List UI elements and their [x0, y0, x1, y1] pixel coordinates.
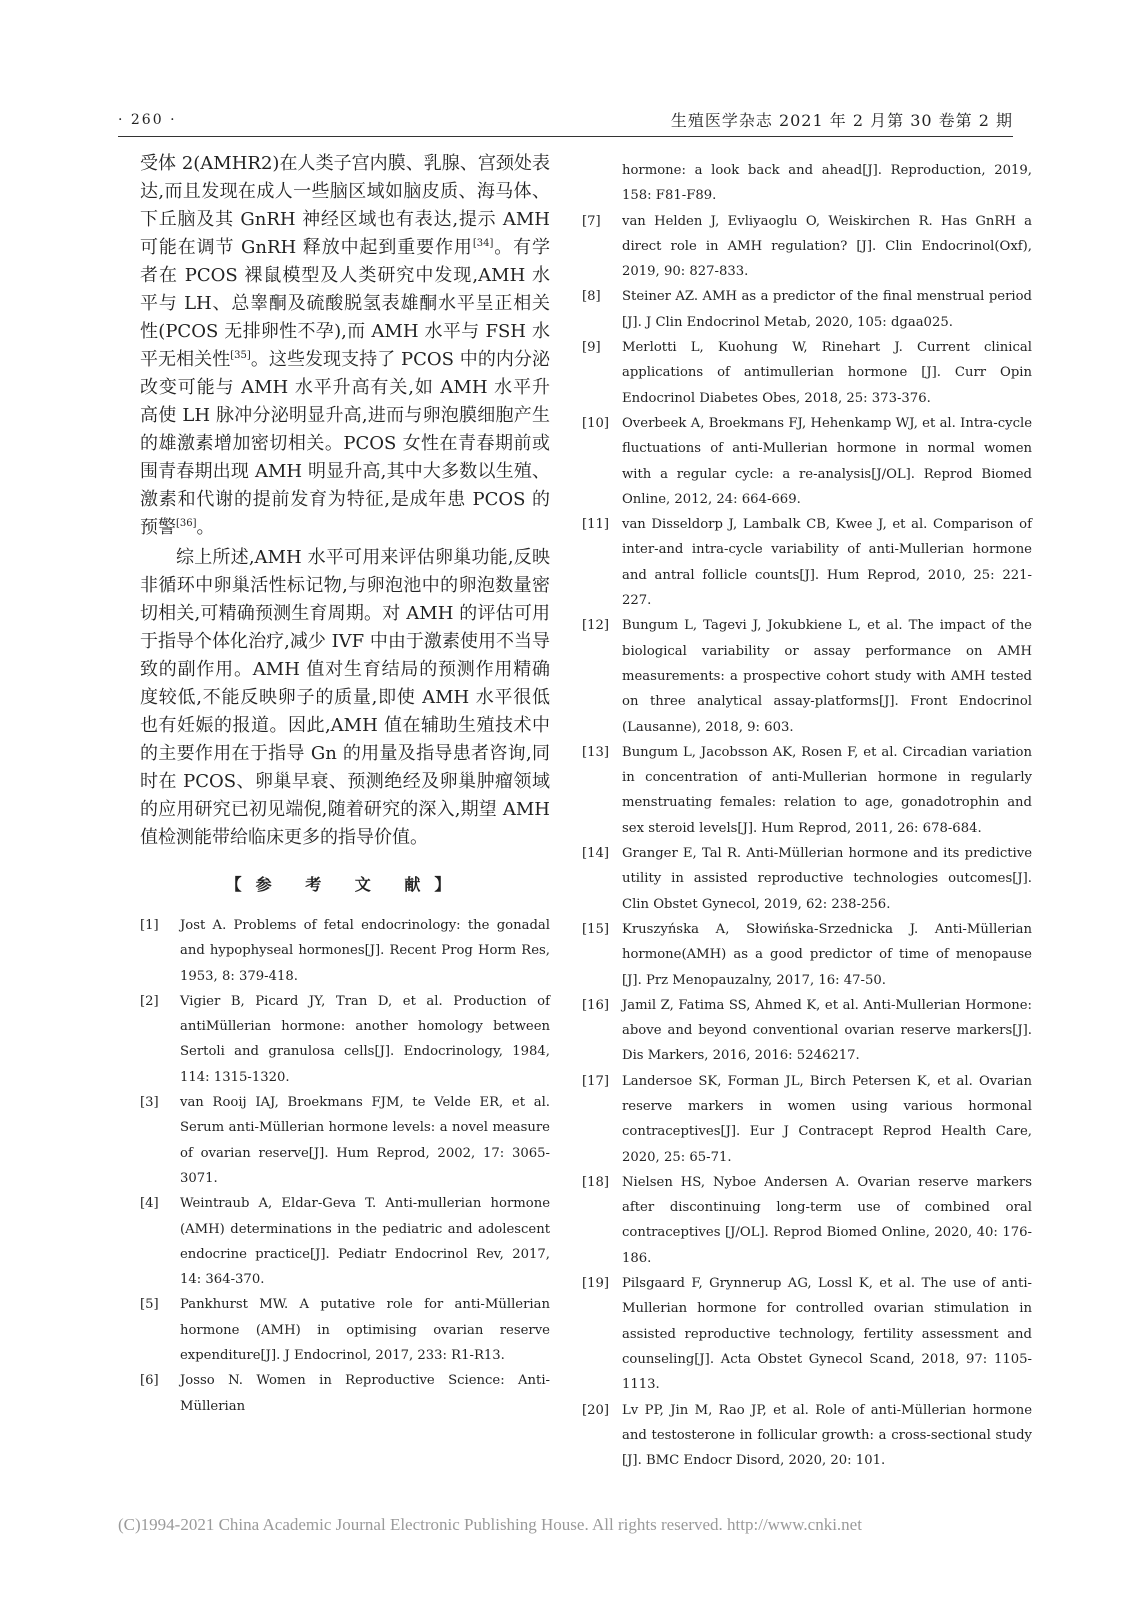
reference-number: [14]: [582, 846, 610, 862]
reference-number: [15]: [582, 921, 610, 937]
reference-item: [582, 335, 1032, 411]
reference-text: Lv PP, Jin M, Rao JP, et al. Role of anti-Müllerian hormone and testosterone in follicular growth: a cross-sectional study [J]. BMC Endocr Disord, 2020, 20: 101.: [622, 1402, 1032, 1469]
reference-text: Jamil Z, Fatima SS, Ahmed K, et al. Anti-Mullerian Hormone: above and beyond conventional ovarian reserve markers[J]. Dis Markers, 2016, 2016: 5246217.: [622, 997, 1032, 1064]
reference-number: [13]: [582, 744, 610, 760]
citation-36[interactable]: [36]: [176, 518, 197, 529]
reference-item: [582, 1069, 1032, 1170]
reference-text: Josso N. Women in Reproductive Science: Anti-Müllerian: [180, 1373, 550, 1414]
reference-number: [16]: [582, 997, 610, 1013]
reference-item: [582, 613, 1032, 739]
reference-text: Merlotti L, Kuohung W, Rinehart J. Current clinical applications of antimullerian hormone [J]. Curr Opin Endocrinol Diabetes Obes, 2018, 25: 373-376.: [622, 340, 1032, 406]
copyright-footer: (C)1994-2021 China Academic Journal Electronic Publishing House. All rights reserved. http://www.cnki.net: [118, 1515, 862, 1534]
reference-number: [18]: [582, 1174, 610, 1190]
reference-text: Bungum L, Tagevi J, Jokubkiene L, et al. The impact of the biological variability or assay performance on AMH measurements: a prospective cohort study with AMH tested on three analytical assay-platforms[J]. Front Endocrinol (Lausanne), 2018, 9: 603.: [622, 618, 1032, 735]
reference-text: van Disseldorp J, Lambalk CB, Kwee J, et al. Comparison of inter-and intra-cycle variability of anti-Mullerian hormone and antral follicle counts[J]. Hum Reprod, 2010, 25: 221-227.: [622, 517, 1032, 609]
reference-text: Jost A. Problems of fetal endocrinology: the gonadal and hypophyseal hormones[J]. Recent Prog Horm Res, 1953, 8: 379-418.: [180, 918, 550, 984]
reference-item: [140, 1191, 550, 1292]
reference-number: [7]: [582, 213, 601, 229]
reference-item: [582, 1271, 1032, 1397]
citation-35[interactable]: [35]: [230, 350, 251, 361]
reference-text: Granger E, Tal R. Anti-Müllerian hormone and its predictive utility in assisted reproductive technologies outcomes[J]. Clin Obstet Gynecol, 2019, 62: 238-256.: [622, 846, 1032, 912]
running-head: 生殖医学杂志 2021 年 2 月第 30 卷第 2 期: [670, 111, 1013, 130]
left-column: [140, 150, 550, 1419]
reference-number: [2]: [140, 993, 159, 1009]
reference-item: [140, 989, 550, 1090]
reference-number: [19]: [582, 1276, 610, 1292]
reference-text: Pankhurst MW. A putative role for anti-Müllerian hormone (AMH) in optimising ovarian reserve expenditure[J]. J Endocrinol, 2017, 233: R1-R13.: [180, 1297, 550, 1364]
reference-item: [582, 917, 1032, 993]
reference-number: [20]: [582, 1402, 610, 1418]
para1-text-d: 。: [196, 517, 215, 538]
reference-item: [582, 1398, 1032, 1474]
reference-6-continuation: hormone: a look back and ahead[J]. Reproduction, 2019, 158: F81-F89.: [622, 163, 1032, 204]
citation-34[interactable]: [34]: [472, 238, 494, 249]
reference-number: [17]: [582, 1073, 610, 1089]
reference-number: [11]: [582, 517, 610, 533]
header-rule: [118, 136, 1013, 137]
right-column: [582, 158, 1032, 1473]
reference-text: Landersoe SK, Forman JL, Birch Petersen K, et al. Ovarian reserve markers in women using various hormonal contraceptives[J]. Eur J Contracept Reprod Health Care, 2020, 25: 65-71.: [622, 1073, 1032, 1165]
reference-list-left: [140, 913, 550, 1419]
reference-list-right: [582, 209, 1032, 1474]
para1-text-c: 。这些发现支持了 PCOS 中的内分泌改变可能与 AMH 水平升高有关,如 AMH 水平升高使 LH 脉冲分泌明显升高,进而与卵泡膜细胞产生的雄激素增加密切相关。PCOS 女性在青春期前或围青春期出现 AMH 明显升高,其中大多数以生殖、激素和代谢的提前发育为特征,是成年患 PCOS 的预警: [140, 349, 550, 538]
reference-text: Bungum L, Jacobsson AK, Rosen F, et al. Circadian variation in concentration of anti-Mullerian hormone in regularly menstruating females: relation to age, gonadotrophin and sex steroid levels[J]. Hum Reprod, 2011, 26: 678-684.: [622, 744, 1032, 836]
reference-text: van Rooij IAJ, Broekmans FJM, te Velde ER, et al. Serum anti-Müllerian hormone levels: a novel measure of ovarian reserve[J]. Hum Reprod, 2002, 17: 3065-3071.: [180, 1095, 550, 1186]
reference-item: [582, 1170, 1032, 1271]
reference-item: [582, 284, 1032, 335]
reference-text: Pilsgaard F, Grynnerup AG, Lossl K, et al. The use of anti-Mullerian hormone for controlled ovarian stimulation in assisted reproductive technology, fertility assessment and counseling[J]. Acta Obstet Gynecol Scand, 2018, 97: 1105-1113.: [622, 1276, 1032, 1393]
reference-item: [140, 1368, 550, 1419]
reference-item: [140, 913, 550, 989]
reference-number: [6]: [140, 1373, 159, 1389]
reference-item: [582, 411, 1032, 512]
reference-text: Nielsen HS, Nyboe Andersen A. Ovarian reserve markers after discontinuing long-term use of combined oral contraceptives [J/OL]. Reprod Biomed Online, 2020, 40: 176-186.: [622, 1174, 1032, 1266]
page-number: · 260 ·: [118, 112, 177, 128]
reference-number: [8]: [582, 289, 601, 305]
reference-item: [582, 740, 1032, 841]
reference-text: Kruszyńska A, Słowińska-Srzednicka J. Anti-Müllerian hormone(AMH) as a good predictor of time of menopause [J]. Prz Menopauzalny, 2017, 16: 47-50.: [622, 921, 1032, 988]
reference-text: Vigier B, Picard JY, Tran D, et al. Production of antiMüllerian hormone: another homology between Sertoli and granulosa cells[J]. Endocrinology, 1984, 114: 1315-1320.: [180, 993, 550, 1085]
reference-text: Steiner AZ. AMH as a predictor of the final menstrual period [J]. J Clin Endocrinol Metab, 2020, 105: dgaa025.: [622, 289, 1032, 330]
reference-item: [140, 1292, 550, 1368]
reference-text: Overbeek A, Broekmans FJ, Hehenkamp WJ, et al. Intra-cycle fluctuations of anti-Mullerian hormone in normal women with a regular cycle: a re-analysis[J/OL]. Reprod Biomed Online, 2012, 24: 664-669.: [622, 415, 1032, 507]
reference-number: [9]: [582, 340, 601, 356]
reference-item: [582, 209, 1032, 285]
reference-item: [582, 512, 1032, 613]
para1-text-a: 受体 2(AMHR2)在人类子宫内膜、乳腺、宫颈处表达,而且发现在成人一些脑区域如脑皮质、海马体、下丘脑及其 GnRH 神经区域也有表达,提示 AMH 可能在调节 GnRH 释放中起到重要作用: [140, 153, 550, 258]
reference-number: [1]: [140, 918, 159, 933]
body-paragraph-1: [140, 150, 550, 542]
body-paragraph-2: 综上所述,AMH 水平可用来评估卵巢功能,反映非循环中卵巢活性标记物,与卵泡池中的卵泡数量密切相关,可精确预测生育周期。对 AMH 的评估可用于指导个体化治疗,减少 IVF 中由于激素使用不当导致的副作用。AMH 值对生育结局的预测作用精确度较低,不能反映卵子的质量,即使 AMH 水平很低也有妊娠的报道。因此,AMH 值在辅助生殖技术中的主要作用在于指导 Gn 的用量及指导患者咨询,同时在 PCOS、卵巢早衰、预测绝经及卵巢肿瘤领域的应用研究已初见端倪,随着研究的深入,期望 AMH 值检测能带给临床更多的指导价值。: [140, 547, 550, 848]
references-heading: 【参 考 文 献】: [225, 875, 465, 894]
reference-item: [140, 1090, 550, 1191]
reference-number: [12]: [582, 618, 610, 634]
reference-text: van Helden J, Evliyaoglu O, Weiskirchen R. Has GnRH a direct role in AMH regulation? [J]. Clin Endocrinol(Oxf), 2019, 90: 827-833.: [622, 213, 1032, 280]
reference-number: [5]: [140, 1297, 159, 1313]
para1-text-b: 。有学者在 PCOS 裸鼠模型及人类研究中发现,AMH 水平与 LH、总睾酮及硫酸脱氢表雄酮水平呈正相关性(PCOS 无排卵性不孕),而 AMH 水平与 FSH 水平无相关性: [140, 237, 550, 370]
reference-number: [10]: [582, 415, 610, 431]
reference-number: [3]: [140, 1095, 159, 1111]
reference-text: Weintraub A, Eldar-Geva T. Anti-mullerian hormone (AMH) determinations in the pediatric and adolescent endocrine practice[J]. Pediatr Endocrinol Rev, 2017, 14: 364-370.: [180, 1196, 550, 1288]
reference-item: [582, 841, 1032, 917]
reference-item: [582, 993, 1032, 1069]
reference-number: [4]: [140, 1196, 159, 1212]
